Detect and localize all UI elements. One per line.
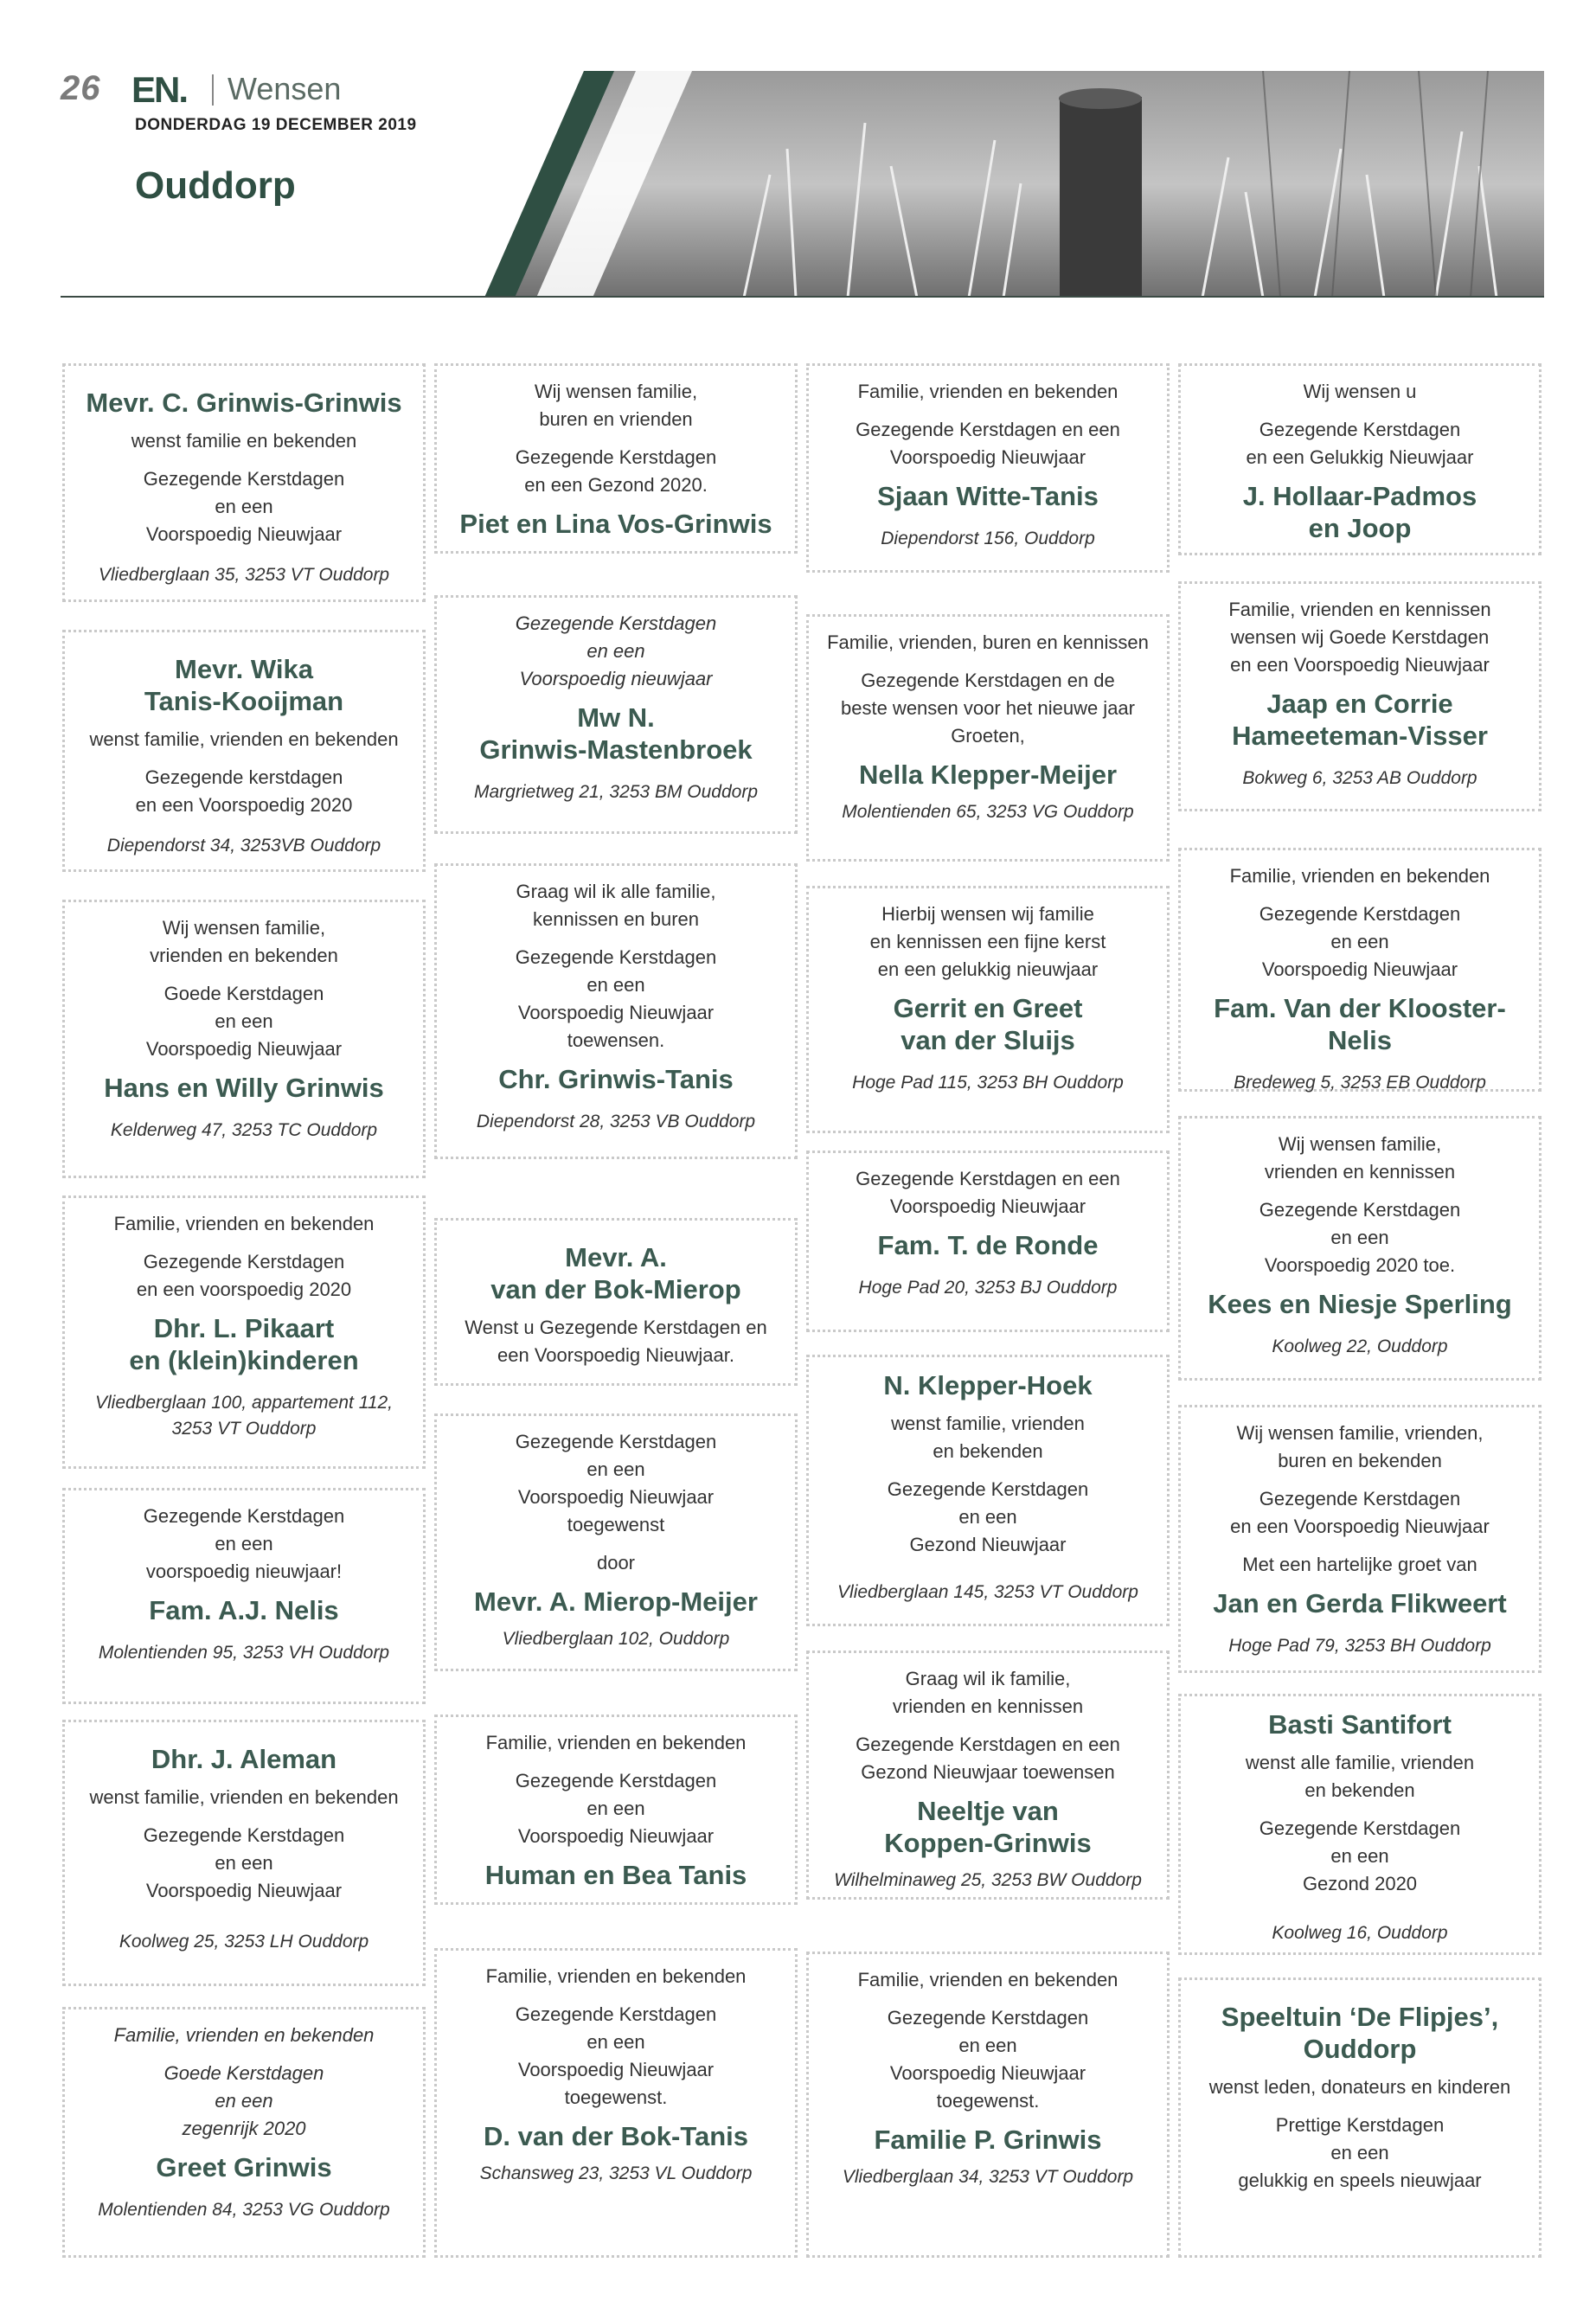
card-text: Gezond Nieuwjaar toewensen bbox=[861, 1761, 1115, 1783]
card-name: Fam. A.J. Nelis bbox=[149, 1595, 339, 1625]
card-text: en een gelukkig nieuwjaar bbox=[877, 958, 1099, 980]
card-text: Gezegende Kerstdagen bbox=[1259, 1199, 1461, 1221]
card-text: en een bbox=[586, 1458, 645, 1480]
card-text: en een bbox=[958, 2035, 1017, 2056]
card-text: Familie, vrienden en bekenden bbox=[113, 2024, 375, 2046]
card-name: Mevr. A. bbox=[565, 1242, 667, 1272]
card-text: Wij wensen familie, bbox=[1278, 1133, 1442, 1155]
card-text: een Voorspoedig Nieuwjaar. bbox=[497, 1344, 734, 1366]
card-address: Hoge Pad 79, 3253 BH Ouddorp bbox=[1228, 1636, 1491, 1656]
card-name: Jan en Gerda Flikweert bbox=[1213, 1588, 1507, 1618]
card-text: en een bbox=[586, 1798, 645, 1819]
card-text: Voorspoedig Nieuwjaar bbox=[1261, 958, 1458, 980]
card-text: Voorspoedig Nieuwjaar bbox=[145, 523, 343, 545]
card-text: Gezegende Kerstdagen bbox=[887, 1478, 1089, 1500]
card-name: N. Klepper-Hoek bbox=[883, 1370, 1093, 1400]
card-text: en een Gezond 2020. bbox=[524, 474, 708, 496]
greeting-card bbox=[434, 1413, 798, 1671]
card-text: Familie, vrienden en bekenden bbox=[857, 1969, 1118, 1990]
card-address: Wilhelminaweg 25, 3253 BW Ouddorp bbox=[834, 1870, 1142, 1890]
greeting-card bbox=[806, 1355, 1170, 1626]
issue-date: DONDERDAG 19 DECEMBER 2019 bbox=[135, 116, 417, 134]
card-text: en een bbox=[1330, 1845, 1389, 1867]
card-text: Wij wensen u bbox=[1303, 381, 1417, 402]
card-text: zegenrijk 2020 bbox=[182, 2118, 306, 2139]
card-text: toegewenst. bbox=[564, 2086, 668, 2108]
winter-banner-photo bbox=[484, 71, 1544, 298]
card-address: Kelderweg 47, 3253 TC Ouddorp bbox=[110, 1120, 378, 1140]
card-name: Piet en Lina Vos-Grinwis bbox=[459, 509, 772, 539]
card-text: Gezegende Kerstdagen en een bbox=[856, 1168, 1120, 1189]
card-text: Familie, vrienden en bekenden bbox=[857, 381, 1118, 402]
greeting-card bbox=[434, 1715, 798, 1905]
card-text: toegewenst bbox=[567, 1514, 665, 1535]
card-text: Voorspoedig Nieuwjaar bbox=[517, 1486, 715, 1508]
card-text: Gezegende Kerstdagen bbox=[143, 1824, 345, 1846]
card-name: Dhr. J. Aleman bbox=[151, 1744, 337, 1774]
card-text: voorspoedig nieuwjaar! bbox=[145, 1561, 343, 1582]
greeting-card bbox=[806, 886, 1170, 1133]
card-text: Wij wensen familie, vrienden, bbox=[1236, 1422, 1484, 1444]
card-text: Voorspoedig Nieuwjaar bbox=[145, 1880, 343, 1901]
card-address: Vliedberglaan 35, 3253 VT Ouddorp bbox=[98, 565, 390, 585]
card-text: Gezegende Kerstdagen bbox=[515, 446, 717, 468]
card-address: 3253 VT Ouddorp bbox=[171, 1419, 317, 1439]
card-text: Gezegende Kerstdagen bbox=[887, 2007, 1089, 2029]
card-text: Gezegende Kerstdagen bbox=[515, 946, 717, 968]
greeting-card bbox=[806, 1952, 1170, 2258]
card-text: Met een hartelijke groet van bbox=[1242, 1554, 1477, 1575]
card-address: Bokweg 6, 3253 AB Ouddorp bbox=[1242, 768, 1477, 788]
card-name: en Joop bbox=[1308, 513, 1412, 543]
card-text: Voorspoedig Nieuwjaar bbox=[517, 1825, 715, 1847]
card-name: van der Bok-Mierop bbox=[490, 1274, 741, 1304]
card-text: Voorspoedig 2020 toe. bbox=[1264, 1254, 1456, 1276]
card-text: Prettige Kerstdagen bbox=[1275, 2114, 1445, 2136]
card-text: Voorspoedig Nieuwjaar bbox=[145, 1038, 343, 1060]
card-name: Grinwis-Mastenbroek bbox=[479, 734, 753, 765]
card-text: en een Voorspoedig Nieuwjaar bbox=[1230, 654, 1490, 676]
card-address: Vliedberglaan 100, appartement 112, bbox=[94, 1393, 394, 1413]
card-text: en een Gelukkig Nieuwjaar bbox=[1246, 446, 1474, 468]
card-address: Vliedberglaan 145, 3253 VT Ouddorp bbox=[837, 1582, 1138, 1602]
card-name: Fam. Van der Klooster-Nelis bbox=[1214, 993, 1506, 1055]
card-name: Gerrit en Greet bbox=[893, 993, 1083, 1023]
section-title: Wensen bbox=[228, 71, 342, 106]
card-text: en een Voorspoedig 2020 bbox=[135, 794, 353, 816]
card-text: vrienden en kennissen bbox=[892, 1695, 1084, 1717]
card-text: Wij wensen familie, bbox=[162, 917, 326, 939]
card-text: en een bbox=[958, 1506, 1017, 1528]
card-text: Groeten, bbox=[951, 725, 1025, 747]
card-text: Familie, vrienden en bekenden bbox=[1229, 865, 1490, 887]
card-name: Hans en Willy Grinwis bbox=[104, 1073, 384, 1103]
card-text: Gezegende Kerstdagen bbox=[143, 1505, 345, 1527]
greeting-card bbox=[62, 2007, 426, 2258]
card-text: en bekenden bbox=[1304, 1779, 1415, 1801]
card-text: Gezegende Kerstdagen bbox=[1259, 903, 1461, 925]
greeting-card bbox=[1178, 1116, 1542, 1381]
card-text: Gezond Nieuwjaar bbox=[909, 1534, 1067, 1555]
card-text: door bbox=[596, 1552, 636, 1574]
card-address: Schansweg 23, 3253 VL Ouddorp bbox=[479, 2163, 753, 2183]
card-text: Gezegende Kerstdagen bbox=[1259, 1488, 1461, 1509]
greeting-card bbox=[434, 1218, 798, 1386]
card-text: Voorspoedig Nieuwjaar bbox=[889, 2062, 1086, 2084]
card-text: Gezegende Kerstdagen bbox=[1259, 1817, 1461, 1839]
card-text: en een bbox=[215, 2090, 273, 2112]
page-header bbox=[61, 67, 1544, 299]
card-text: vrienden en kennissen bbox=[1264, 1161, 1456, 1183]
card-name: Jaap en Corrie bbox=[1266, 689, 1453, 719]
card-text: en een bbox=[1330, 2142, 1389, 2163]
card-name: Koppen-Grinwis bbox=[884, 1828, 1092, 1858]
card-address: Margrietweg 21, 3253 BM Ouddorp bbox=[473, 782, 758, 802]
page-number: 26 bbox=[61, 69, 101, 107]
card-name: Dhr. L. Pikaart bbox=[153, 1313, 335, 1343]
card-text: wenst alle familie, vrienden bbox=[1245, 1752, 1475, 1773]
card-address: Molentienden 84, 3253 VG Ouddorp bbox=[98, 2200, 390, 2220]
card-address: Koolweg 22, Ouddorp bbox=[1272, 1336, 1448, 1356]
card-name: Nella Klepper-Meijer bbox=[858, 760, 1118, 790]
greeting-card bbox=[62, 363, 426, 602]
card-text: Gezegende kerstdagen bbox=[144, 766, 343, 788]
card-name: Neeltje van bbox=[917, 1796, 1059, 1826]
newspaper-logo: EN. bbox=[131, 69, 188, 110]
card-address: Molentienden 95, 3253 VH Ouddorp bbox=[98, 1643, 390, 1663]
card-text: Gezegende Kerstdagen bbox=[143, 1251, 345, 1272]
card-text: en een bbox=[215, 496, 273, 517]
card-text: Voorspoedig Nieuwjaar bbox=[517, 2059, 715, 2080]
greeting-card bbox=[1178, 1977, 1542, 2258]
card-text: buren en bekenden bbox=[1278, 1450, 1442, 1471]
card-name: D. van der Bok-Tanis bbox=[483, 2121, 749, 2151]
card-address: Hoge Pad 20, 3253 BJ Ouddorp bbox=[858, 1278, 1118, 1298]
card-text: en een bbox=[586, 2031, 645, 2053]
card-address: Diependorst 156, Ouddorp bbox=[881, 529, 1095, 548]
card-text: Gezegende Kerstdagen en de bbox=[861, 670, 1115, 691]
card-name: van der Sluijs bbox=[901, 1025, 1075, 1055]
card-text: en een bbox=[215, 1010, 273, 1032]
card-text: Gezegende Kerstdagen bbox=[515, 612, 717, 634]
card-text: en een bbox=[1330, 1227, 1389, 1248]
card-name: Mevr. A. Mierop-Meijer bbox=[474, 1586, 758, 1617]
greeting-card bbox=[434, 1948, 798, 2258]
card-name: Basti Santifort bbox=[1268, 1709, 1452, 1740]
card-text: Gezegende Kerstdagen en een bbox=[856, 419, 1120, 440]
card-text: Graag wil ik familie, bbox=[905, 1668, 1071, 1689]
card-text: Wij wensen familie, bbox=[534, 381, 698, 402]
card-name: Mevr. C. Grinwis-Grinwis bbox=[86, 388, 402, 418]
card-text: toegewenst. bbox=[936, 2090, 1040, 2112]
card-text: Gezegende Kerstdagen bbox=[1259, 419, 1461, 440]
card-text: Familie, vrienden, buren en kennissen bbox=[827, 631, 1149, 653]
card-name: Speeltuin ‘De Flipjes’, bbox=[1221, 2002, 1499, 2032]
card-text: buren en vrienden bbox=[539, 408, 693, 430]
greeting-card bbox=[1178, 1694, 1542, 1955]
card-name: Tanis-Kooijman bbox=[144, 686, 344, 716]
card-text: beste wensen voor het nieuwe jaar bbox=[841, 697, 1135, 719]
card-text: en bekenden bbox=[933, 1440, 1043, 1462]
card-name: Greet Grinwis bbox=[156, 2152, 332, 2182]
card-text: Voorspoedig nieuwjaar bbox=[519, 668, 713, 689]
card-text: en een Voorspoedig Nieuwjaar bbox=[1230, 1516, 1490, 1537]
card-text: Voorspoedig Nieuwjaar bbox=[889, 1195, 1086, 1217]
card-text: en een bbox=[586, 974, 645, 996]
card-text: Voorspoedig Nieuwjaar bbox=[889, 446, 1086, 468]
card-text: Familie, vrienden en bekenden bbox=[485, 1732, 747, 1753]
greeting-card bbox=[1178, 848, 1542, 1092]
card-name: Mw N. bbox=[577, 702, 655, 733]
card-name: Hameeteman-Visser bbox=[1232, 721, 1488, 751]
card-text: Familie, vrienden en kennissen bbox=[1228, 599, 1491, 620]
greeting-card bbox=[806, 363, 1170, 573]
greeting-card bbox=[62, 1195, 426, 1469]
header-separator bbox=[212, 74, 214, 106]
card-name: Fam. T. de Ronde bbox=[877, 1230, 1099, 1260]
card-name: Familie P. Grinwis bbox=[874, 2125, 1102, 2155]
card-address: Bredeweg 5, 3253 EB Ouddorp bbox=[1234, 1073, 1486, 1093]
card-name: Mevr. Wika bbox=[175, 654, 313, 684]
greeting-card bbox=[434, 363, 798, 554]
card-text: en een bbox=[215, 1533, 273, 1554]
greeting-card bbox=[806, 1150, 1170, 1332]
card-text: gelukkig en speels nieuwjaar bbox=[1238, 2170, 1482, 2191]
card-name: J. Hollaar-Padmos bbox=[1242, 481, 1477, 511]
card-text: wenst familie, vrienden en bekenden bbox=[89, 1786, 399, 1808]
card-address: Vliedberglaan 102, Ouddorp bbox=[502, 1629, 730, 1649]
card-address: Koolweg 16, Ouddorp bbox=[1272, 1923, 1448, 1943]
card-text: Gezegende Kerstdagen bbox=[515, 2003, 717, 2025]
card-text: en een bbox=[1330, 931, 1389, 952]
card-text: Gezond 2020 bbox=[1302, 1873, 1418, 1894]
card-text: Wenst u Gezegende Kerstdagen en bbox=[465, 1317, 767, 1338]
card-text: Gezegende Kerstdagen bbox=[515, 1770, 717, 1791]
greeting-card bbox=[62, 630, 426, 872]
card-text: Goede Kerstdagen bbox=[163, 2062, 324, 2084]
card-text: Hierbij wensen wij familie bbox=[881, 903, 1094, 925]
card-text: kennissen en buren bbox=[532, 908, 700, 930]
greeting-card bbox=[62, 1488, 426, 1704]
greeting-card bbox=[62, 900, 426, 1178]
card-text: en kennissen een fijne kerst bbox=[869, 931, 1106, 952]
card-name: Kees en Niesje Sperling bbox=[1208, 1289, 1512, 1319]
town-title: Ouddorp bbox=[135, 164, 296, 207]
card-name: Chr. Grinwis-Tanis bbox=[498, 1064, 734, 1094]
greeting-card bbox=[806, 614, 1170, 862]
card-text: Familie, vrienden en bekenden bbox=[113, 1213, 375, 1234]
greeting-card bbox=[806, 1650, 1170, 1900]
card-text: toewensen. bbox=[567, 1029, 665, 1051]
card-address: Hoge Pad 115, 3253 BH Ouddorp bbox=[852, 1073, 1124, 1093]
card-name: Human en Bea Tanis bbox=[484, 1860, 747, 1890]
card-text: Familie, vrienden en bekenden bbox=[485, 1965, 747, 1987]
card-text: en een bbox=[586, 640, 645, 662]
card-address: Diependorst 28, 3253 VB Ouddorp bbox=[476, 1112, 756, 1131]
card-address: Molentienden 65, 3253 VG Ouddorp bbox=[842, 802, 1134, 822]
card-address: Vliedberglaan 34, 3253 VT Ouddorp bbox=[842, 2167, 1134, 2187]
card-name: en (klein)kinderen bbox=[129, 1345, 359, 1375]
card-text: en een bbox=[215, 1852, 273, 1874]
card-text: Goede Kerstdagen bbox=[163, 983, 324, 1004]
greeting-card bbox=[62, 1720, 426, 1986]
card-text: en een voorspoedig 2020 bbox=[136, 1279, 352, 1300]
card-text: Voorspoedig Nieuwjaar bbox=[517, 1002, 715, 1023]
greeting-card bbox=[1178, 1405, 1542, 1673]
card-text: wenst familie, vrienden en bekenden bbox=[89, 728, 399, 750]
card-text: vrienden en bekenden bbox=[150, 945, 338, 966]
card-address: Diependorst 34, 3253VB Ouddorp bbox=[106, 836, 381, 856]
greeting-card bbox=[434, 595, 798, 834]
card-name: Ouddorp bbox=[1303, 2034, 1417, 2064]
greeting-card bbox=[1178, 581, 1542, 811]
card-text: Graag wil ik alle familie, bbox=[516, 881, 716, 902]
card-name: Sjaan Witte-Tanis bbox=[877, 481, 1099, 511]
card-text: Gezegende Kerstdagen bbox=[515, 1431, 717, 1452]
card-text: Gezegende Kerstdagen en een bbox=[856, 1734, 1120, 1755]
card-text: wenst leden, donateurs en kinderen bbox=[1208, 2076, 1511, 2098]
card-text: Gezegende Kerstdagen bbox=[143, 468, 345, 490]
card-text: wensen wij Goede Kerstdagen bbox=[1230, 626, 1490, 648]
card-text: wenst familie, vrienden bbox=[891, 1413, 1085, 1434]
header-rule bbox=[61, 296, 1544, 298]
card-address: Koolweg 25, 3253 LH Ouddorp bbox=[119, 1932, 369, 1952]
card-text: wenst familie en bekenden bbox=[131, 430, 357, 452]
greeting-card bbox=[1178, 363, 1542, 555]
greeting-card bbox=[434, 863, 798, 1159]
